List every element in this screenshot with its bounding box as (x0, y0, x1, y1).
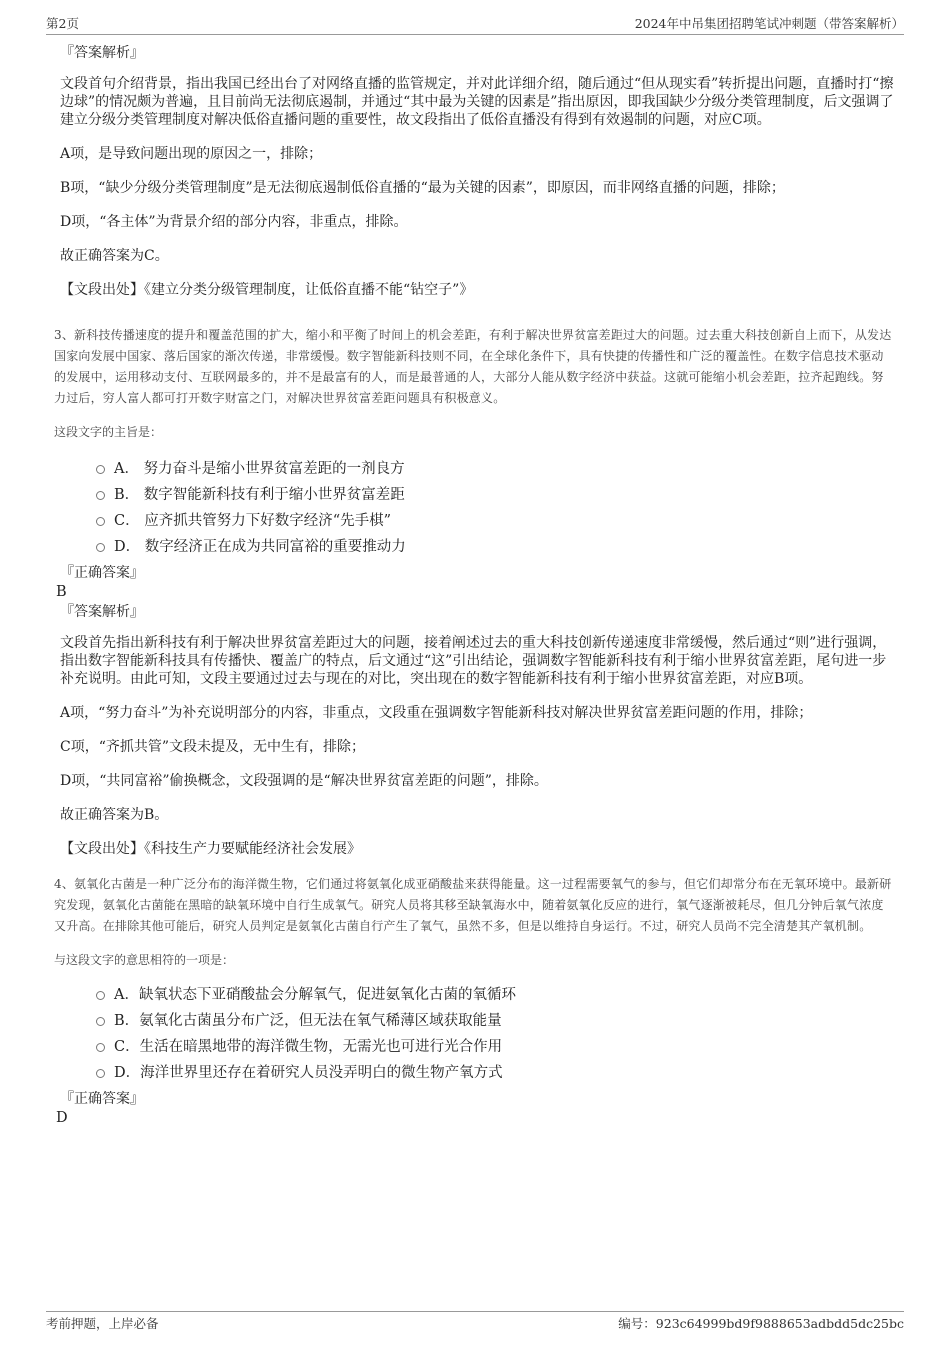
q3-answer: B (56, 584, 67, 600)
q3-answer-label: 『正确答案』 (60, 565, 144, 581)
q2-analysis-b: B项，“缺少分级分类管理制度”是无法彻底遏制低俗直播的“最为关键的因素”，即原因，而非网络直播的问题，排除； (60, 180, 785, 196)
radio-icon[interactable] (96, 465, 105, 474)
radio-icon[interactable] (96, 1017, 105, 1026)
page-header (46, 14, 904, 35)
q3-source: 【文段出处】《科技生产力要赋能经济社会发展》 (60, 841, 361, 857)
q2-analysis-d: D项，“各主体”为背景介绍的部分内容，非重点，排除。 (60, 214, 408, 230)
q4-option-a[interactable]: A．缺氧状态下亚硝酸盐会分解氧气，促进氨氧化古菌的氧循环 (96, 980, 894, 1006)
q3-option-d[interactable]: D． 数字经济正在成为共同富裕的重要推动力 (96, 532, 894, 558)
page-footer (46, 1311, 904, 1332)
q4-option-c[interactable]: C．生活在暗黑地带的海洋微生物，无需光也可进行光合作用 (96, 1032, 894, 1058)
radio-icon[interactable] (96, 1043, 105, 1052)
q3-option-a[interactable]: A． 努力奋斗是缩小世界贫富差距的一剂良方 (96, 454, 894, 480)
page-number: 第2页 (46, 16, 79, 31)
radio-icon[interactable] (96, 991, 105, 1000)
q4-answer: D (56, 1110, 68, 1126)
q3-analysis-c: C项，“齐抓共管”文段未提及，无中生有，排除； (60, 739, 366, 755)
q3-options (56, 454, 894, 558)
radio-icon[interactable] (96, 1069, 105, 1078)
radio-icon[interactable] (96, 543, 105, 552)
q3-conclusion: 故正确答案为B。 (60, 807, 169, 823)
q3-analysis-label: 『答案解析』 (60, 604, 144, 620)
q4-option-d[interactable]: D．海洋世界里还存在着研究人员没弄明白的微生物产氧方式 (96, 1058, 894, 1084)
q3-analysis-a: A项，“努力奋斗”为补充说明部分的内容，非重点，文段重在强调数字智能新科技对解决世界贫富差距问题的作用，排除； (60, 705, 813, 721)
q2-source: 【文段出处】《建立分类分级管理制度，让低俗直播不能“钻空子”》 (60, 282, 474, 298)
radio-icon[interactable] (96, 517, 105, 526)
q3-text: 3、新科技传播速度的提升和覆盖范围的扩大，缩小和平衡了时间上的机会差距，有利于解决世界贫富差距过大的问题。过去重大科技创新自上而下，从发达国家向发展中国家、落后国家的渐次传递，非常缓慢。数字智能新科技则不同，在全球化条件下，具有快捷的传播性和广泛的覆盖性。在数字信息技术驱动的发展中，运用移动支付、互联网最多的，并不是最富有的人，而是最普通的人，大部分人能从数字经济中获益。这就可能缩小机会差距，拉齐起跑线。努力过后，穷人富人都可打开数字财富之门，对解决世界贫富差距问题具有积极意义。 (54, 328, 892, 405)
footer-slogan: 考前押题，上岸必备 (46, 1316, 159, 1331)
q4-answer-label: 『正确答案』 (60, 1091, 144, 1107)
radio-icon[interactable] (96, 491, 105, 500)
document-title: 2024年中吊集团招聘笔试冲刺题（带答案解析） (634, 16, 904, 31)
q2-analysis-label: 『答案解析』 (60, 45, 144, 61)
q3-stem: 这段文字的主旨是： (54, 425, 163, 439)
q3-option-b[interactable]: B． 数字智能新科技有利于缩小世界贫富差距 (96, 480, 894, 506)
q3-option-c[interactable]: C． 应齐抓共管努力下好数字经济“先手棋” (96, 506, 894, 532)
q2-analysis: 文段首句介绍背景，指出我国已经出台了对网络直播的监管规定，并对此详细介绍，随后通过“但从现实看”转折提出问题，直播时打“擦边球”的情况颇为普遍，且目前尚无法彻底遏制，并通过“其中最为关键的因素是”指出原因，即我国缺少分级分类管理制度，后文强调了建立分级分类管理制度对解决低俗直播问题的重要性，故文段指出了低俗直播没有得到有效遏制的问题，对应C项。 (60, 76, 894, 128)
q3-analysis: 文段首先指出新科技有利于解决世界贫富差距过大的问题，接着阐述过去的重大科技创新传递速度非常缓慢，然后通过“则”进行强调，指出数字智能新科技具有传播快、覆盖广的特点，后文通过“这”引出结论，强调数字智能新科技有利于缩小世界贫富差距，尾句进一步补充说明。由此可知，文段主要通过过去与现在的对比，突出现在的数字智能新科技有利于缩小世界贫富差距，对应B项。 (60, 635, 887, 687)
q3-analysis-d: D项，“共同富裕”偷换概念，文段强调的是“解决世界贫富差距的问题”，排除。 (60, 773, 548, 789)
q4-text: 4、氨氧化古菌是一种广泛分布的海洋微生物，它们通过将氨氧化成亚硝酸盐来获得能量。这一过程需要氧气的参与，但它们却常分布在无氧环境中。最新研究发现，氨氧化古菌能在黑暗的缺氧环境中自行生成氧气。研究人员将其移至缺氧海水中，随着氨氧化反应的进行，氧气逐渐被耗尽，但几分钟后氧气浓度又升高。在排除其他可能后，研究人员判定是氨氧化古菌自行产生了氧气，虽然不多，但是以维持自身运行。不过，研究人员尚不完全清楚其产氧机制。 (54, 877, 892, 933)
q2-analysis-a: A项，是导致问题出现的原因之一，排除； (60, 146, 323, 162)
q4-stem: 与这段文字的意思相符的一项是： (54, 953, 235, 967)
document-id: 编号：923c64999bd9f9888653adbdd5dc25bc (618, 1316, 904, 1331)
q4-option-b[interactable]: B．氨氧化古菌虽分布广泛，但无法在氧气稀薄区域获取能量 (96, 1006, 894, 1032)
q4-options (56, 980, 894, 1084)
content (56, 44, 894, 1127)
q2-conclusion: 故正确答案为C。 (60, 248, 169, 264)
